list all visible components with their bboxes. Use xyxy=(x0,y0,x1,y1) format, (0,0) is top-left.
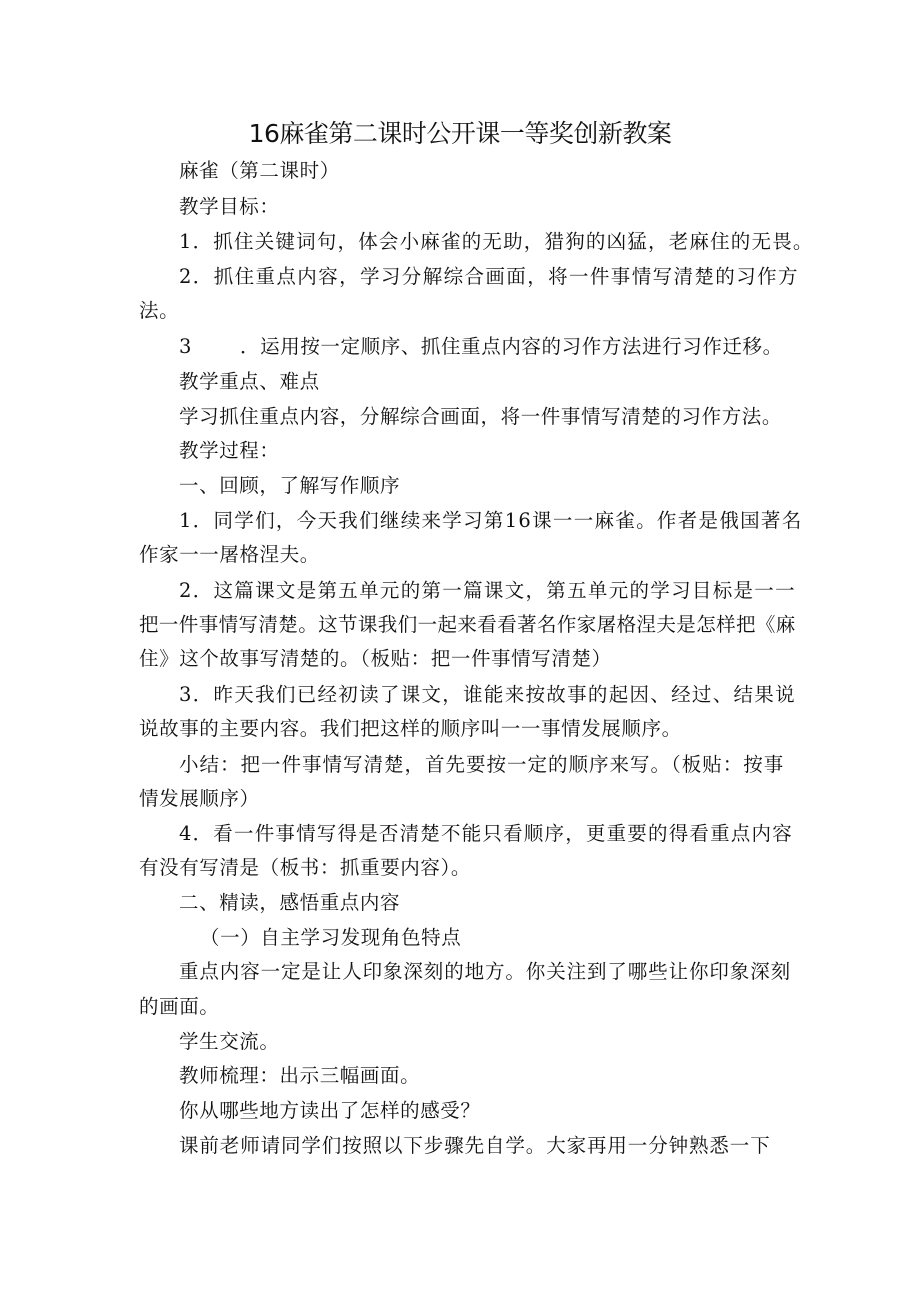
part-two-heading: 二、精读，感悟重点内容 xyxy=(179,891,401,914)
self-study-line: 课前老师请同学们按照以下步骤先自学。大家再用一分钟熟悉一下 xyxy=(179,1134,771,1157)
step-4-cont: 有没有写清是（板书：抓重要内容）。 xyxy=(139,856,471,879)
question-line: 你从哪些地方读出了怎样的感受？ xyxy=(179,1099,481,1122)
paragraph-key-content: 重点内容一定是让人印象深刻的地方。你关注到了哪些让你印象深刻 xyxy=(179,960,792,983)
section-heading-key-points: 教学重点、难点 xyxy=(179,370,320,393)
summary-cont: 情发展顺序） xyxy=(139,787,260,810)
summary: 小结：把一件事情写清楚，首先要按一定的顺序来写。（板贴：按事 xyxy=(179,753,785,776)
step-3-cont: 说故事的主要内容。我们把这样的顺序叫一一事情发展顺序。 xyxy=(139,717,682,740)
objective-item-1: 1．抓住关键词句，体会小麻雀的无助，猎狗的凶猛，老麻住的无畏。 xyxy=(179,230,814,253)
step-4: 4．看一件事情写得是否清楚不能只看顺序，更重要的得看重点内容 xyxy=(179,822,793,845)
objective-item-3-text: ．运用按一定顺序、抓住重点内容的习作方法进行习作迁移。 xyxy=(240,335,783,358)
step-3: 3．昨天我们已经初读了课文，谁能来按故事的起因、经过、结果说 xyxy=(179,683,796,706)
objective-item-2-cont: 法。 xyxy=(139,299,180,322)
objective-item-3-number: 3 xyxy=(179,335,193,358)
key-points-text: 学习抓住重点内容，分解综合画面，将一件事情写清楚的习作方法。 xyxy=(179,405,783,428)
step-2-cont-2: 住》这个故事写清楚的。（板贴：把一件事情写清楚） xyxy=(139,647,612,670)
section-heading-process: 教学过程： xyxy=(179,439,280,462)
subsection-heading-1: （一）自主学习发现角色特点 xyxy=(200,926,462,949)
objective-item-2: 2．抓住重点内容，学习分解综合画面，将一件事情写清楚的习作方 xyxy=(179,265,799,288)
paragraph-key-content-cont: 的画面。 xyxy=(139,995,220,1018)
objective-item-3 xyxy=(179,333,783,361)
student-discussion: 学生交流。 xyxy=(179,1030,280,1053)
step-2: 2．这篇课文是第五单元的第一篇课文，第五单元的学习目标是一一 xyxy=(179,579,796,602)
step-1-cont: 作家一一屠格涅夫。 xyxy=(139,543,320,566)
step-1: 1．同学们，今天我们继续来学习第16课一一麻雀。作者是俄国著名 xyxy=(179,509,803,532)
section-heading-objectives: 教学目标： xyxy=(179,195,280,218)
part-one-heading: 一、回顾，了解写作顺序 xyxy=(179,474,401,497)
teacher-summary: 教师梳理：出示三幅画面。 xyxy=(179,1064,421,1087)
step-2-cont-1: 把一件事情写清楚。这节课我们一起来看看著名作家屠格涅夫是怎样把《麻 xyxy=(139,613,796,636)
document-title: 16麻雀第二课时公开课一等奖创新教案 xyxy=(248,119,672,148)
lesson-subtitle: 麻雀（第二课时） xyxy=(179,159,340,182)
